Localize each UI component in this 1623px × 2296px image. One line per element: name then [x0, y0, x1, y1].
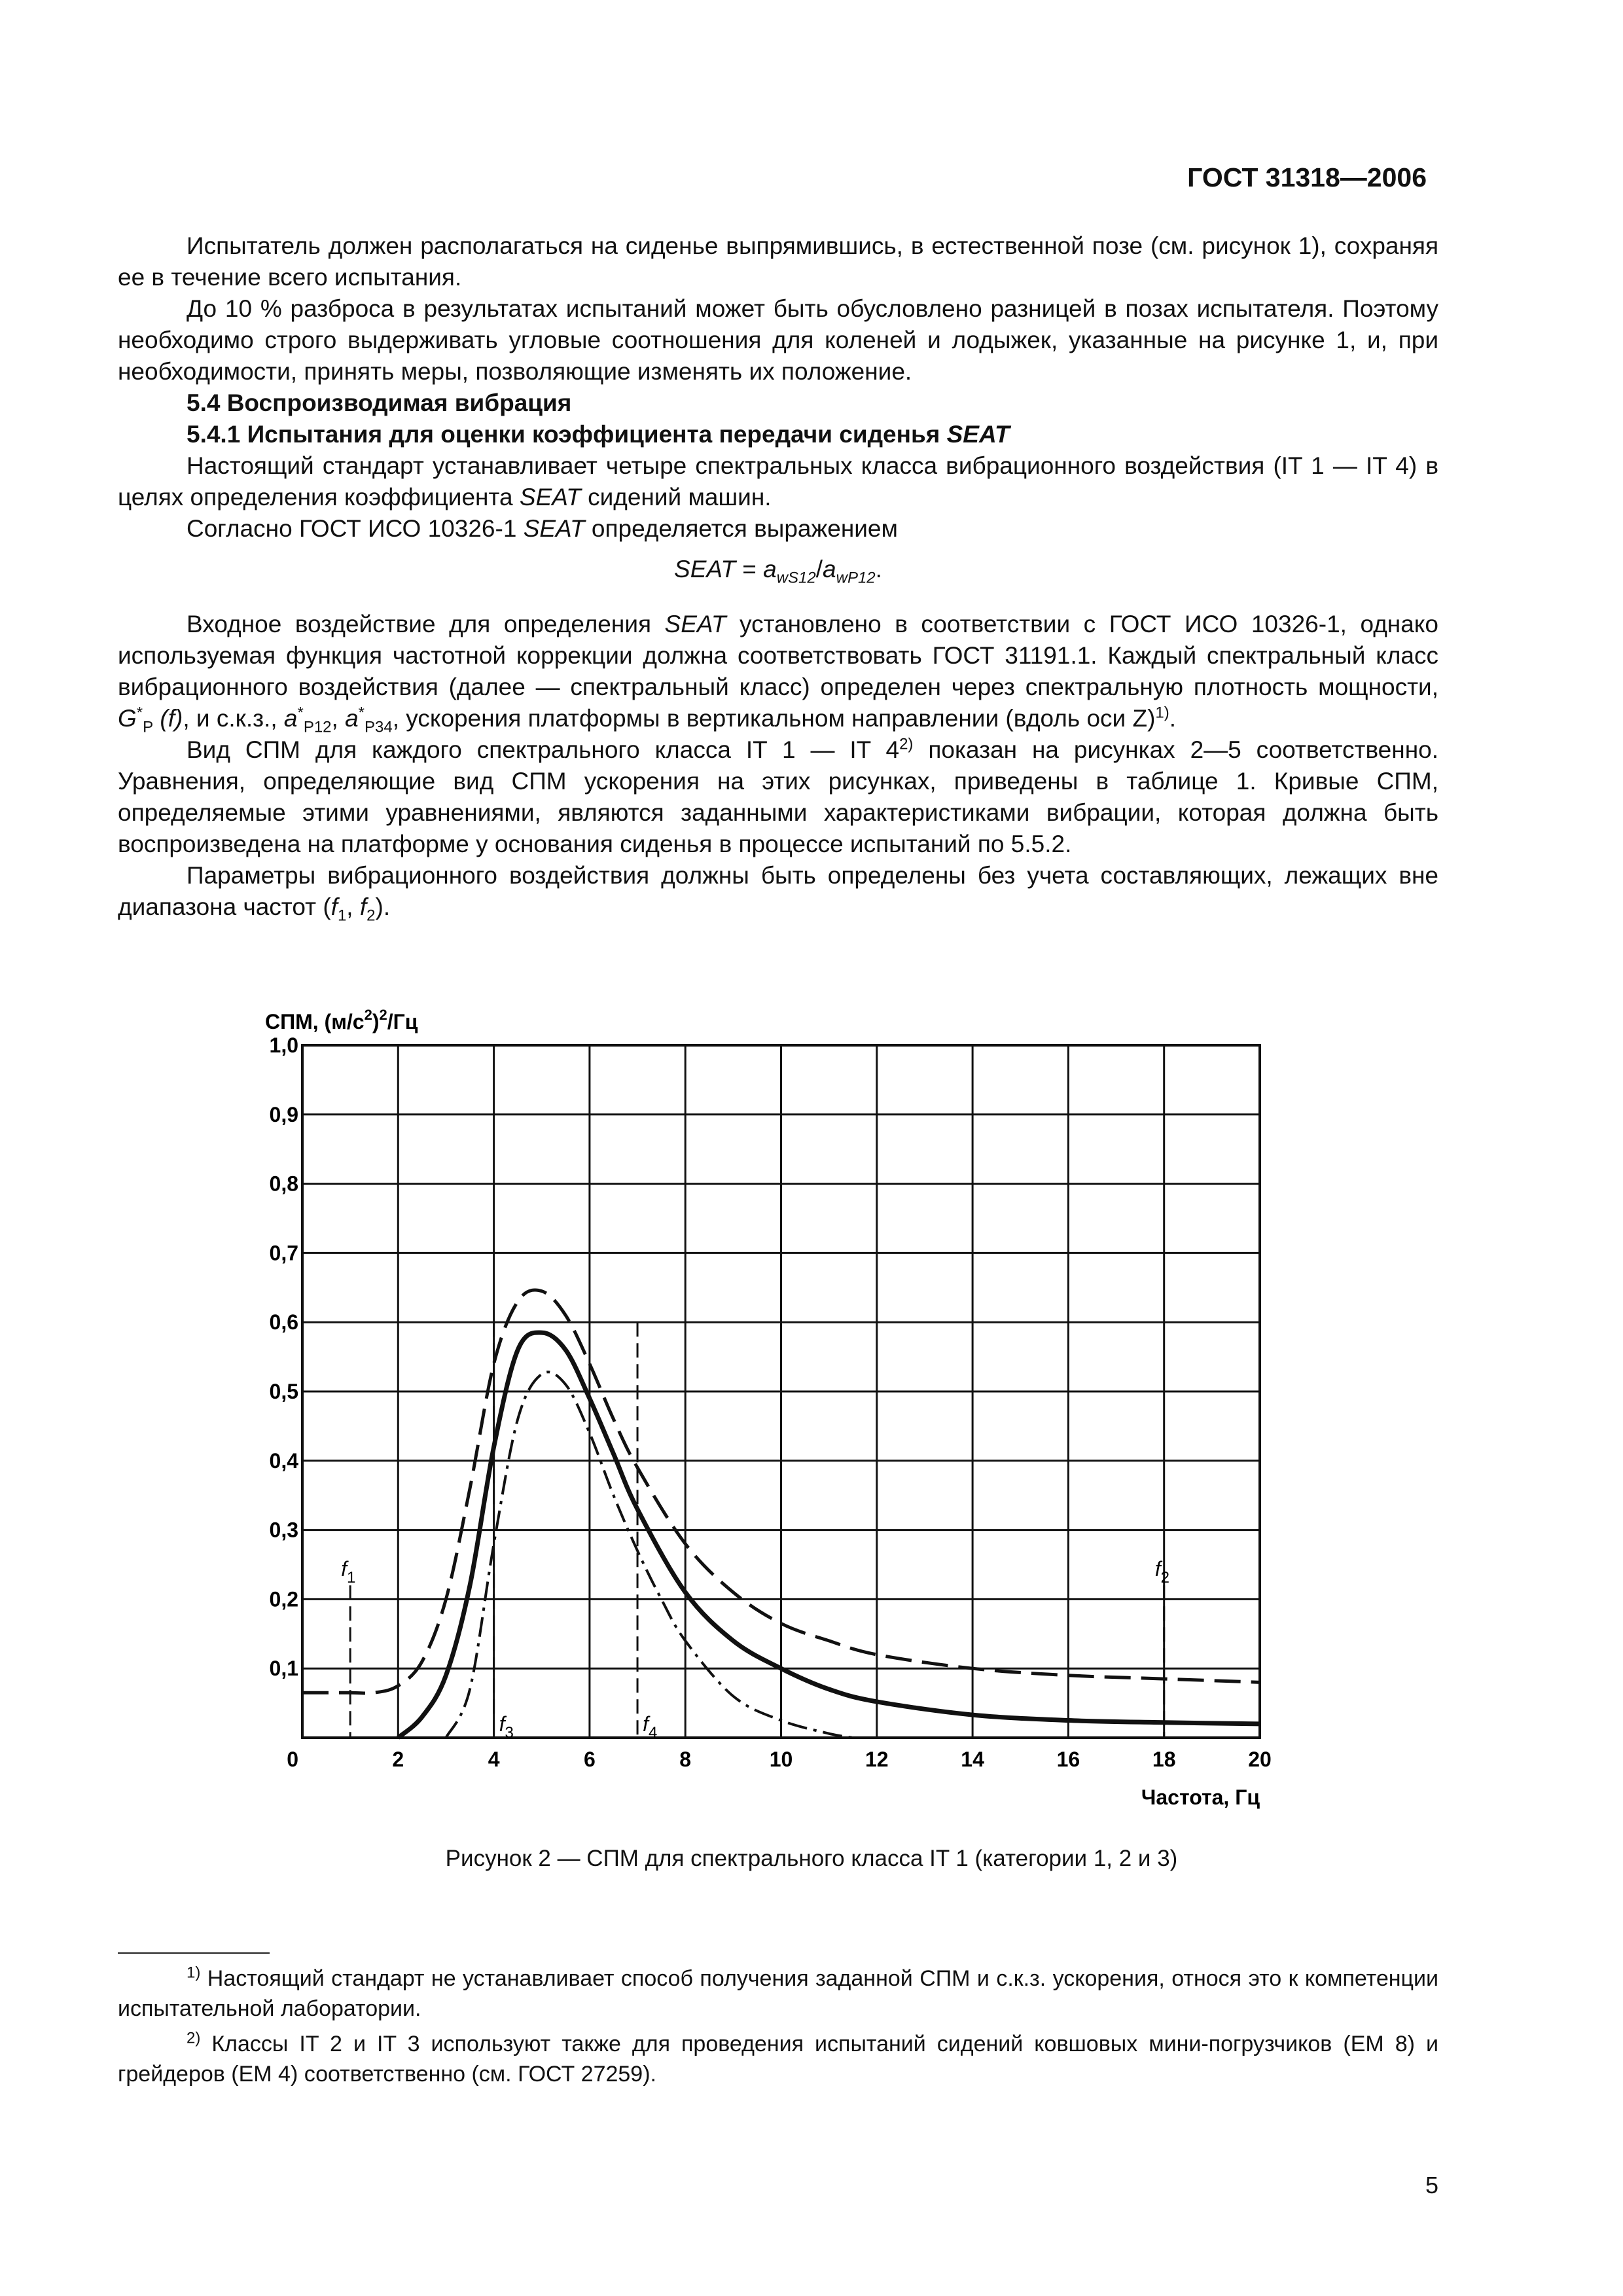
x-tick-label: 18: [1152, 1748, 1176, 1771]
formula-a1: a: [763, 556, 777, 583]
x-tick-label: 4: [488, 1748, 500, 1771]
frequency-marker-label: $f_2$: [1154, 1557, 1169, 1587]
p3-text-a: Настоящий стандарт устанавливает четыре спектральных класса вибрационного воздействия (IT 1 — IT 4) в целях определения коэффициента: [118, 452, 1438, 511]
p6-footnote-ref: 2): [899, 735, 914, 753]
p3-seat: SEAT: [519, 484, 581, 511]
p5-text-d: , ускорения платформы в вертикальном направлении (вдоль оси Z): [392, 705, 1156, 732]
y-tick-label: 0,9: [269, 1102, 298, 1126]
x-tick-label: 6: [584, 1748, 596, 1771]
p6-text-b: показан на рисунках 2—5 соответственно. Уравнения, определяющие вид СПМ ускорения на этих рисунках, приведены в таблице 1. Кривые СПМ, определяемые этими уравнениями, являются заданными характеристиками вибрации, которая должна быть воспроизведена на платформе у основания сиденья в процессе испытаний по 5.5.2.: [118, 736, 1438, 857]
psd-curve-dash-dot: [446, 1372, 853, 1738]
p5-a2: a: [345, 705, 359, 732]
x-tick-label: 12: [865, 1748, 889, 1771]
p5-a1-sub: P12: [303, 718, 332, 736]
p7-f1-sub: 1: [337, 906, 347, 925]
heading-text: 5.4.1 Испытания для оценки коэффициента передачи сиденья: [187, 421, 947, 448]
chart-plot-area: [270, 1033, 1272, 1771]
formula-equals: =: [735, 556, 764, 583]
p5-text-b: установлено в соответствии с ГОСТ ИСО 10326-1, однако используемая функция частотной коррекции должна соответствовать ГОСТ 31191.1. Каждый спектральный класс вибрационного воздействия (далее — спектральный класс) определен через спектральную плотность мощности,: [118, 611, 1438, 700]
p6-text-a: Вид СПМ для каждого спектрального класса IT 1 — IT 4: [187, 736, 900, 763]
y-tick-label: 0,4: [269, 1448, 298, 1473]
formula-a2: a: [823, 556, 836, 583]
p7-text-a: Параметры вибрационного воздействия должны быть определены без учета составляющих, лежащих вне диапазона частот (: [118, 862, 1438, 920]
section-heading-5-4: 5.4 Воспроизводимая вибрация: [187, 389, 572, 416]
p5-f: (f): [153, 705, 183, 732]
p7-text-b: ).: [375, 893, 391, 920]
p4-text-b: определяется выражением: [584, 515, 898, 542]
y-tick-label: 0,2: [269, 1587, 298, 1611]
p5-footnote-ref: 1): [1155, 704, 1169, 722]
y-tick-label: 0,6: [269, 1310, 298, 1335]
footnote-1-mark: 1): [187, 1964, 201, 1982]
x-axis-label: Частота, Гц: [1141, 1785, 1260, 1809]
footnotes: [118, 1964, 1438, 2094]
p5-a2-sup: *: [358, 704, 365, 722]
footnote-divider: [118, 1952, 270, 1954]
x-tick-label: 20: [1248, 1748, 1272, 1771]
p5-a1: a: [283, 705, 298, 732]
p5-text-a: Входное воздействие для определения: [187, 611, 665, 637]
page-number: 5: [1425, 2172, 1438, 2198]
y-tick-label: 0,7: [269, 1241, 298, 1265]
p5-g-sub: P: [143, 718, 154, 736]
standard-id: ГОСТ 31318—2006: [1187, 162, 1427, 192]
p5-g-sup: *: [136, 704, 143, 722]
footnote-1-text: Настоящий стандарт не устанавливает способ получения заданной СПМ и с.к.з. ускорения, относя это к компетенции испытательной лаборатории.: [118, 1966, 1438, 2021]
p3-text-b: сидений машин.: [580, 484, 772, 511]
p7-sep: ,: [346, 893, 360, 920]
p7-f2-sub: 2: [366, 906, 376, 925]
x-tick-label: 2: [392, 1748, 404, 1771]
y-tick-label: 0,5: [269, 1380, 298, 1403]
footnote-2-text: Классы IT 2 и IT 3 используют также для проведения испытаний сидений ковшовых мини-погрузчиков (ЕМ 8) и грейдеров (ЕМ 4) соответственно (см. ГОСТ 27259).: [118, 2032, 1438, 2087]
frequency-marker-label: $f_4$: [643, 1712, 658, 1742]
footnote-1: [118, 1964, 1438, 2024]
heading-seat: SEAT: [946, 421, 1010, 448]
y-tick-label: 0,3: [269, 1518, 298, 1542]
p5-seat: SEAT: [664, 611, 726, 637]
y-tick-label: 0,8: [269, 1172, 298, 1196]
x-tick-label: 8: [679, 1748, 692, 1771]
p7-f2: f: [359, 893, 367, 920]
p5-text-c: , и с.к.з.,: [183, 705, 284, 732]
formula-end: .: [875, 556, 882, 583]
x-tick-label: 0: [287, 1748, 298, 1771]
footnote-2: [118, 2029, 1438, 2089]
p5-g: G: [118, 705, 137, 732]
p5-a1-sup: *: [297, 704, 304, 722]
p4-text-a: Согласно ГОСТ ИСО 10326-1: [187, 515, 524, 542]
footnote-2-mark: 2): [187, 2029, 201, 2047]
formula-a2-sub: wP12: [836, 569, 876, 587]
p4-seat: SEAT: [523, 515, 585, 542]
paragraph-2: До 10 % разброса в результатах испытаний может быть обусловлено разницей в позах испытателя. Поэтому необходимо строго выдерживать угловые соотношения для коленей и лодыжек, указанные на рисунке 1, и, при необходимости, принять меры, позволяющие изменять их положение.: [118, 295, 1438, 385]
y-axis-label: СПМ, $(м/с^2)^2/Гц$: [265, 1007, 418, 1033]
formula-seat: SEAT: [674, 556, 736, 583]
frequency-marker-label: $f_3$: [499, 1712, 514, 1742]
frequency-marker-label: $f_1$: [341, 1557, 356, 1587]
x-tick-label: 14: [961, 1748, 984, 1771]
formula-a1-sub: wS12: [776, 569, 816, 587]
p5-a2-sub: P34: [365, 718, 393, 736]
y-tick-label: 0,1: [269, 1657, 298, 1681]
x-tick-label: 16: [1056, 1748, 1080, 1771]
y-tick-label: 1,0: [269, 1033, 298, 1057]
formula-slash: /: [815, 556, 823, 583]
figure-caption: Рисунок 2 — СПМ для спектрального класса IT 1 (категории 1, 2 и 3): [445, 1846, 1178, 1871]
x-tick-label: 10: [769, 1748, 793, 1771]
paragraph-1: Испытатель должен располагаться на сиденье выпрямившись, в естественной позе (см. рисунок 1), сохраняя ее в течение всего испытания.: [118, 232, 1438, 291]
p7-f1: f: [330, 893, 338, 920]
p5-text-e: .: [1169, 705, 1177, 732]
p5-comma: ,: [331, 705, 346, 732]
